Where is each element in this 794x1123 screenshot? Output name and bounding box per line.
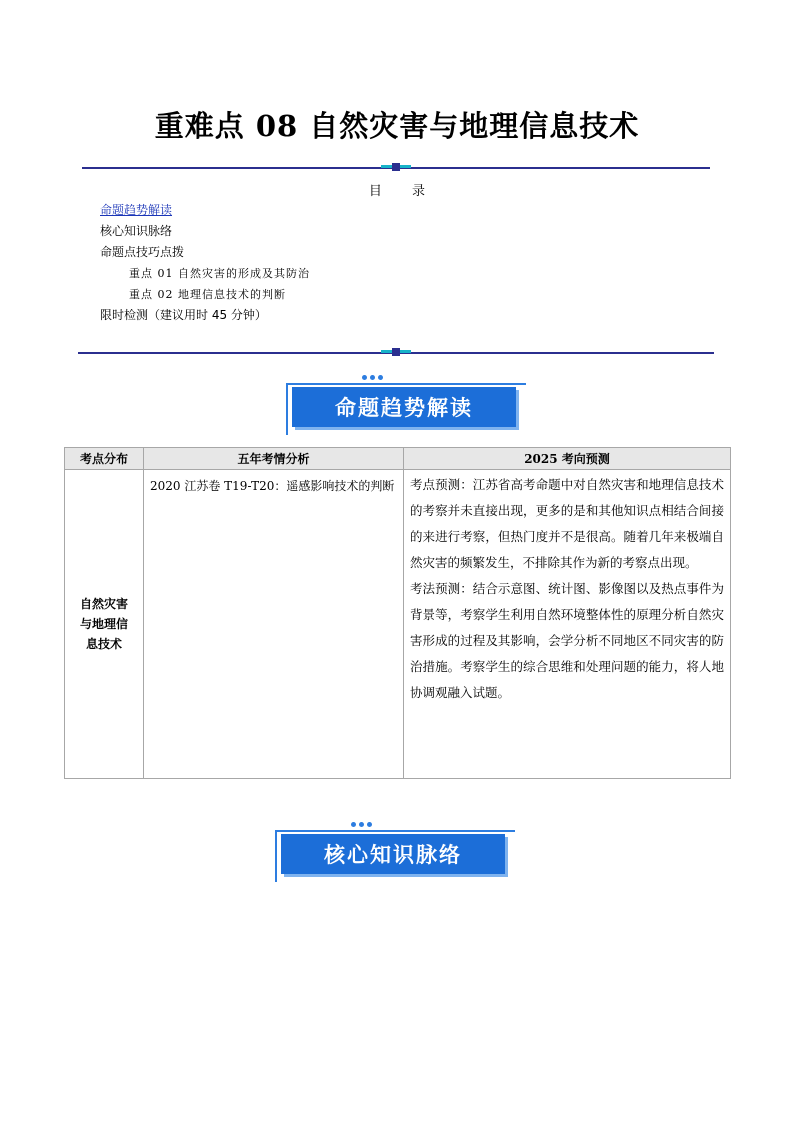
forecast-cell <box>404 470 731 779</box>
table-header-topic: 考点分布 <box>65 448 144 470</box>
trend-table <box>64 447 731 779</box>
toc-item-focus-02: 重点 02 地理信息技术的判断 <box>129 288 286 301</box>
section-title-knowledge: 核心知识脉络 <box>281 834 505 874</box>
toc-item-trend[interactable]: 命题趋势解读 <box>100 203 173 217</box>
forecast-method-prediction: 考法预测：结合示意图、统计图、影像图以及热点事件为背景等，考察学生利用自然环境整体性的原理分析自然灾害形成的过程及其影响，会学分析不同地区不同灾害的防治措施。考察学生的综合思维和处理问题的能力，将人地协调观融入试题。 <box>410 581 724 700</box>
section-title-trend: 命题趋势解读 <box>292 387 516 427</box>
toc-item-knowledge: 核心知识脉络 <box>100 224 173 238</box>
analysis-cell: 2020 江苏卷 T19-T20：遥感影响技术的判断 <box>144 470 404 779</box>
section-banner-knowledge <box>275 822 519 884</box>
page-title: 重难点 08 自然灾害与地理信息技术 <box>154 109 640 143</box>
toc-heading: 目 录 <box>368 184 426 199</box>
forecast-point-prediction: 考点预测：江苏省高考命题中对自然灾害和地理信息技术的考察并未直接出现，更多的是和其他知识点相结合间接的来进行考察，但热门度并不是很高。随着几年来极端自然灾害的频繁发生，不排除其作为新的考察点出现。 <box>410 477 724 570</box>
banner-dots-icon <box>362 375 386 380</box>
divider-ornament-icon <box>381 163 411 172</box>
table-header-analysis: 五年考情分析 <box>144 448 404 470</box>
toc-item-test: 限时检测（建议用时 45 分钟） <box>100 308 267 322</box>
table-header-forecast: 2025 考向预测 <box>404 448 731 470</box>
section-banner-trend <box>286 375 530 437</box>
toc-item-tips: 命题点技巧点拨 <box>100 245 185 259</box>
topic-cell: 自然灾害与地理信息技术 <box>65 470 144 779</box>
toc-item-focus-01: 重点 01 自然灾害的形成及其防治 <box>129 267 310 280</box>
banner-dots-icon <box>351 822 375 827</box>
table-of-contents <box>100 200 310 326</box>
table-row <box>65 470 731 779</box>
divider-ornament-icon <box>381 348 411 357</box>
